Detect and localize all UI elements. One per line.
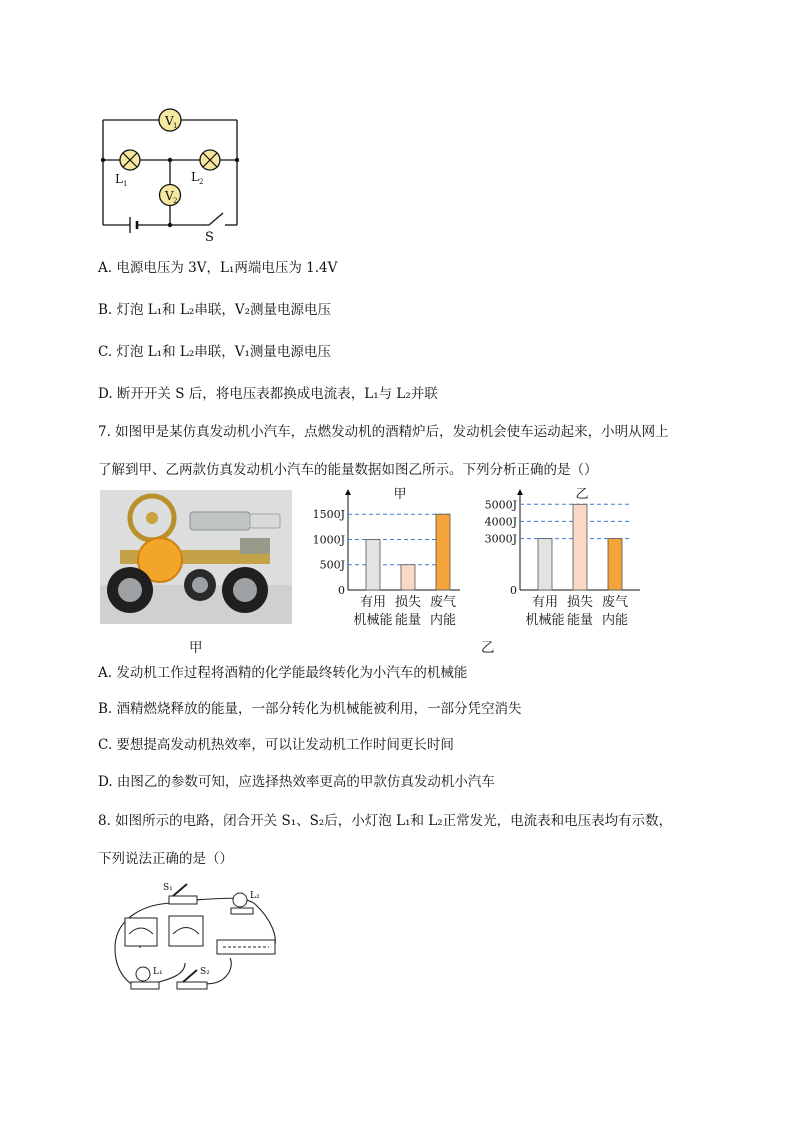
x-category-label: 损失: [566, 595, 594, 610]
svg-text:1: 1: [123, 180, 128, 188]
y-tick-label: 4000J: [484, 515, 517, 529]
chart-title: 乙: [575, 487, 589, 502]
q6-option-c: C. 灯泡 L₁和 L₂串联，V₁测量电源电压: [98, 344, 331, 360]
x-category-label: 损失: [394, 595, 422, 610]
bar: [608, 539, 622, 590]
lamp-l1: [115, 150, 140, 188]
q7-stem-line2: 了解到甲、乙两款仿真发动机小汽车的能量数据如图乙所示。下列分析正确的是（）: [98, 462, 598, 478]
y-tick-label: 500J: [319, 558, 345, 572]
y-tick-label: 5000J: [484, 498, 517, 512]
svg-text:V: V: [165, 114, 174, 128]
svg-text:S₁: S₁: [163, 883, 173, 893]
y-axis-arrow: [517, 489, 523, 495]
bar: [436, 514, 450, 590]
x-category-label: 废气: [601, 595, 629, 610]
svg-text:L₁: L₁: [153, 967, 163, 977]
y-tick-label: 0: [510, 584, 517, 597]
q7-option-a: A. 发动机工作过程将酒精的化学能最终转化为小汽车的机械能: [98, 665, 468, 681]
x-category-label: 能量: [394, 613, 422, 628]
x-category-label: 内能: [601, 613, 629, 628]
q7-option-c: C. 要想提高发动机热效率，可以让发动机工作时间更长时间: [98, 737, 454, 753]
y-tick-label: 0: [338, 584, 345, 597]
svg-text:1: 1: [173, 122, 178, 130]
y-tick-label: 3000J: [484, 532, 517, 546]
figure-caption: 乙: [481, 640, 495, 656]
x-category-label: 内能: [429, 613, 457, 628]
photo-caption: 甲: [189, 640, 203, 656]
q8-stem-line2: 下列说法正确的是（）: [98, 851, 233, 867]
q6-option-b: B. 灯泡 L₁和 L₂串联，V₂测量电源电压: [98, 302, 331, 318]
engine-car-photo: [100, 490, 292, 624]
voltmeter-v2: [160, 185, 181, 206]
q8-stem-line1: 8. 如图所示的电路，闭合开关 S₁、S₂后，小灯泡 L₁和 L₂正常发光，电流表和电压表均有示数，: [98, 813, 673, 829]
bar: [366, 539, 380, 590]
svg-text:L: L: [115, 172, 123, 186]
x-category-label: 废气: [429, 595, 457, 610]
voltmeter-v1: [159, 109, 181, 131]
q7-option-d: D. 由图乙的参数可知，应选择热效率更高的甲款仿真发动机小汽车: [98, 774, 495, 790]
bar-chart-jia: [300, 482, 470, 637]
x-category-label: 有用: [359, 595, 387, 610]
bar-chart-yi: [470, 482, 650, 637]
bar: [573, 504, 587, 590]
svg-text:L: L: [191, 170, 199, 184]
x-category-label: 机械能: [525, 613, 565, 628]
q7-stem-line1: 7. 如图甲是某仿真发动机小汽车，点燃发动机的酒精炉后，发动机会使车运动起来，小明从网上: [98, 424, 669, 440]
y-tick-label: 1500J: [312, 508, 345, 522]
circuit-diagram-q8: [105, 878, 285, 1000]
q7-option-b: B. 酒精燃烧释放的能量，一部分转化为机械能被利用，一部分凭空消失: [98, 701, 522, 717]
bar: [538, 539, 552, 590]
svg-text:S₂: S₂: [200, 967, 210, 977]
y-axis-arrow: [345, 489, 351, 495]
svg-text:V: V: [165, 189, 174, 203]
x-category-label: 能量: [566, 613, 594, 628]
svg-text:2: 2: [173, 197, 178, 205]
q6-option-d: D. 断开开关 S 后，将电压表都换成电流表，L₁与 L₂并联: [98, 386, 438, 402]
x-category-label: 机械能: [353, 613, 393, 628]
circuit-diagram-q6: [95, 105, 245, 245]
x-category-label: 有用: [531, 595, 559, 610]
y-tick-label: 1000J: [312, 533, 345, 547]
switch-label: S: [205, 230, 214, 245]
chart-title: 甲: [393, 487, 407, 502]
lamp-l2: [191, 150, 220, 186]
svg-text:2: 2: [199, 178, 204, 186]
svg-text:L₂: L₂: [250, 891, 260, 901]
bar: [401, 565, 415, 590]
q6-option-a: A. 电源电压为 3V，L₁两端电压为 1.4V: [98, 260, 338, 276]
